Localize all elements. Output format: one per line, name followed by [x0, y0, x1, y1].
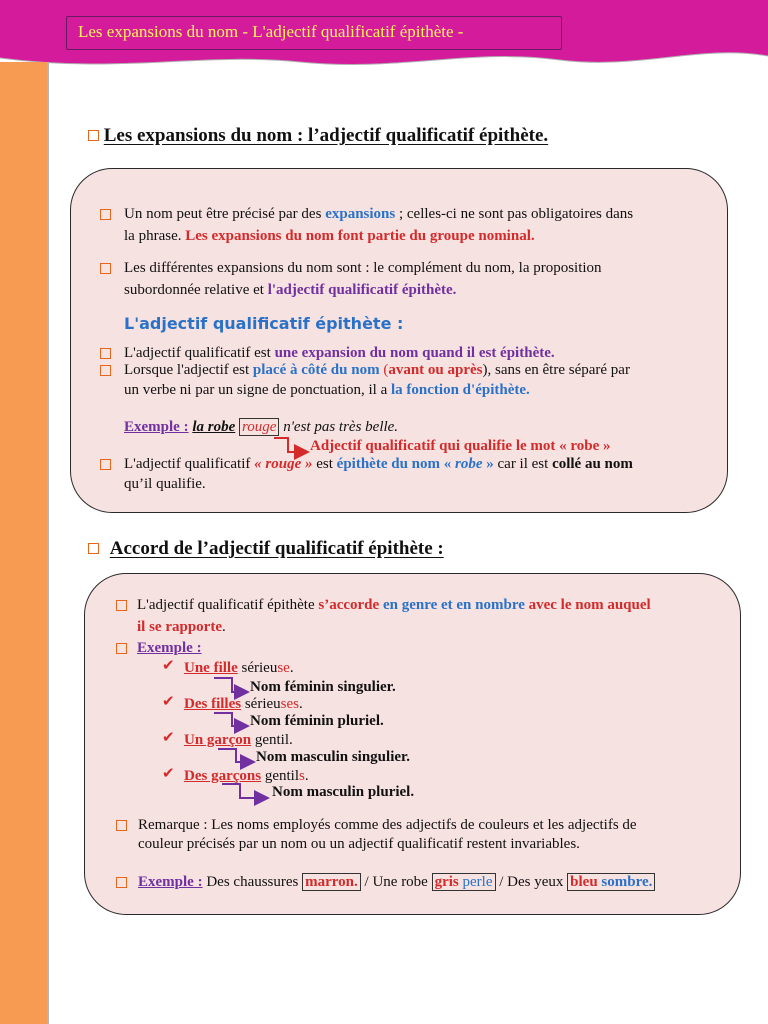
page-title: Les expansions du nom - L'adjectif qualificatif épithète - [66, 16, 562, 50]
arrow-purple-3 [218, 749, 252, 762]
s2-example-2: Des filles sérieuses. [184, 696, 303, 712]
boxed-word: bleu sombre. [567, 873, 655, 891]
s1-example: Exemple : la robe rouge n'est pas très belle. [124, 419, 399, 435]
s2-example-colors: Exemple : Des chaussures marron. / Une robe gris perle / Des yeux bleu sombre. [116, 872, 655, 892]
arrow-purple-1 [214, 678, 246, 692]
s2-example-4-note: Nom masculin pluriel. [272, 784, 415, 800]
s2-example-1-note: Nom féminin singulier. [250, 679, 396, 695]
arrow-purple-2 [214, 713, 246, 726]
s1-paragraph-3: L'adjectif qualificatif est une expansion du nom quand il est épithète. [100, 343, 555, 363]
s2-remark: Remarque : Les noms employés comme des adjectifs de couleurs et les adjectifs de [116, 815, 637, 835]
section1-heading-text: Les expansions du nom : l’adjectif qualificatif épithète. [103, 125, 549, 146]
s1-paragraph-5-cont: qu’il qualifie. [124, 476, 206, 492]
s1-paragraph-1: Un nom peut être précisé par des expansions ; celles-ci ne sont pas obligatoires dans [100, 204, 633, 224]
boxed-word: marron. [302, 873, 361, 891]
s1-paragraph-2-cont: subordonnée relative et l'adjectif qualificatif épithète. [124, 282, 457, 298]
checkmark-icon: ✔ [162, 656, 175, 674]
arrow-purple-4 [222, 784, 266, 798]
s2-example-4: Des garçons gentils. [184, 768, 309, 784]
arrow-red [274, 438, 306, 452]
s2-example-3: Un garçon gentil. [184, 732, 293, 748]
checkmark-icon: ✔ [162, 728, 175, 746]
s2-paragraph-1: L'adjectif qualificatif épithète s’accorde en genre et en nombre avec le nom auquel [116, 595, 651, 615]
s2-example-label: Exemple : [116, 638, 202, 658]
s1-paragraph-2: Les différentes expansions du nom sont : le complément du nom, la proposition [100, 258, 602, 278]
section2-heading-text: Accord de l’adjectif qualificatif épithète : [109, 538, 444, 559]
s2-example-3-note: Nom masculin singulier. [256, 749, 411, 765]
s2-remark-cont: couleur précisés par un nom ou un adjectif qualificatif restent invariables. [138, 836, 580, 852]
s1-paragraph-4: Lorsque l'adjectif est placé à côté du nom (avant ou après), sans en être séparé par [100, 360, 630, 380]
s1-paragraph-5: L'adjectif qualificatif « rouge » est épithète du nom « robe » car il est collé au nom [100, 454, 633, 474]
s2-example-1: Une fille sérieuse. [184, 660, 294, 676]
s1-example-note: Adjectif qualificatif qui qualifie le mot « robe » [310, 438, 611, 454]
s2-example-2-note: Nom féminin pluriel. [250, 713, 384, 729]
checkmark-icon: ✔ [162, 692, 175, 710]
s2-paragraph-1-cont: il se rapporte. [137, 619, 226, 635]
boxed-word: gris perle [432, 873, 496, 891]
checkmark-icon: ✔ [162, 764, 175, 782]
s1-subheading: L'adjectif qualificatif épithète : [124, 314, 404, 333]
s1-paragraph-1-cont: la phrase. Les expansions du nom font partie du groupe nominal. [124, 228, 535, 244]
s1-paragraph-4-cont: un verbe ni par un signe de ponctuation, il a la fonction d'épithète. [124, 382, 530, 398]
